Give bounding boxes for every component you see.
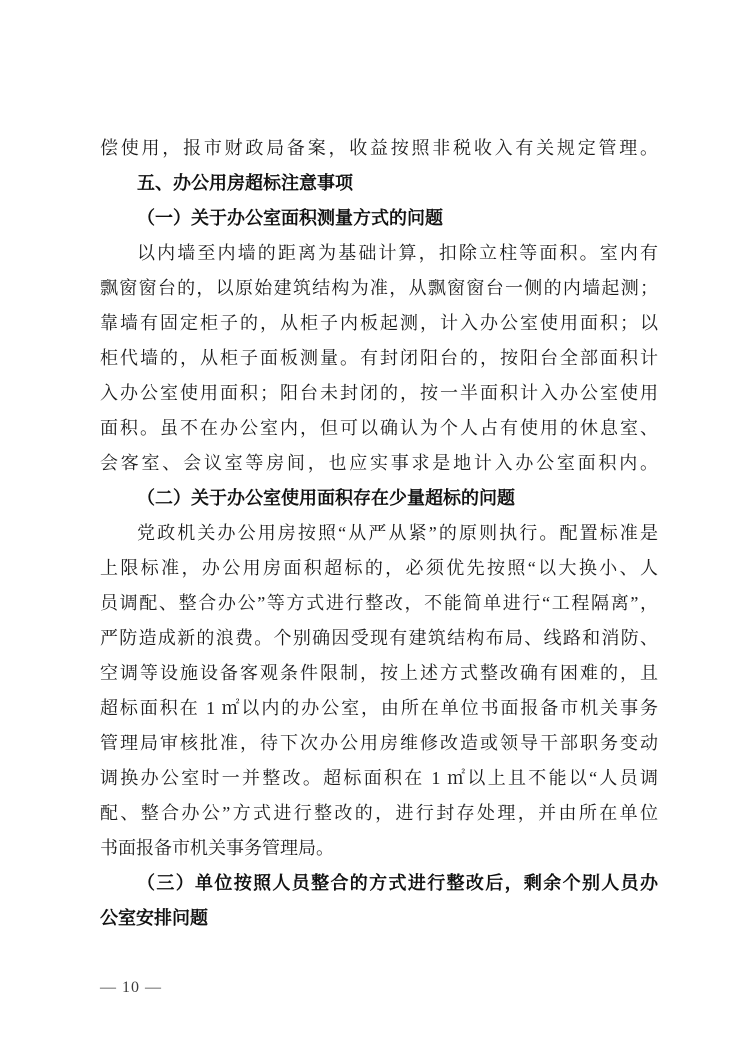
text-line: 偿使用，报市财政局备案，收益按照非税收入有关规定管理。 xyxy=(100,138,658,158)
text-line: 上限标准，办公用房面积超标的，必须优先按照“以大换小、人 xyxy=(100,558,658,578)
text-line: 严防造成新的浪费。个别确因受现有建筑结构布局、线路和消防、 xyxy=(100,628,658,648)
text-line: 靠墙有固定柜子的，从柜子内板起测，计入办公室使用面积；以 xyxy=(100,313,658,333)
text-line: 调换办公室时一并整改。超标面积在 1 ㎡以上且不能以“人员调 xyxy=(100,768,658,788)
heading-line: 五、办公用房超标注意事项 xyxy=(137,173,353,193)
text-line: 面积。虽不在办公室内，但可以确认为个人占有使用的休息室、 xyxy=(100,418,658,438)
text-line: 党政机关办公用房按照“从严从紧”的原则执行。配置标准是 xyxy=(137,523,658,543)
text-line: 空调等设施设备客观条件限制，按上述方式整改确有困难的，且 xyxy=(100,663,658,683)
text-line: 管理局审核批准，待下次办公用房维修改造或领导干部职务变动 xyxy=(100,733,658,753)
text-line: 员调配、整合办公”等方式进行整改，不能简单进行“工程隔离”， xyxy=(100,593,658,613)
text-line: 柜代墙的，从柜子面板测量。有封闭阳台的，按阳台全部面积计 xyxy=(100,348,658,368)
heading-line: （一）关于办公室面积测量方式的问题 xyxy=(137,208,443,228)
text-line: 配、整合办公”方式进行整改的，进行封存处理，并由所在单位 xyxy=(100,803,658,823)
text-line: 书面报备市机关事务管理局。 xyxy=(100,838,334,858)
heading-line: 公室安排问题 xyxy=(100,908,208,928)
text-line: 会客室、会议室等房间，也应实事求是地计入办公室面积内。 xyxy=(100,453,658,473)
text-line: 飘窗窗台的，以原始建筑结构为准，从飘窗窗台一侧的内墙起测； xyxy=(100,278,658,298)
document-body xyxy=(100,131,658,936)
text-line: 以内墙至内墙的距离为基础计算，扣除立柱等面积。室内有 xyxy=(137,243,658,263)
text-line: 入办公室使用面积；阳台未封闭的，按一半面积计入办公室使用 xyxy=(100,383,658,403)
page-number: — 10 — xyxy=(100,979,162,996)
heading-line: （二）关于办公室使用面积存在少量超标的问题 xyxy=(137,488,515,508)
heading-line: （三）单位按照人员整合的方式进行整改后，剩余个别人员办 xyxy=(137,873,658,893)
text-line: 超标面积在 1 ㎡以内的办公室，由所在单位书面报备市机关事务 xyxy=(100,698,658,718)
